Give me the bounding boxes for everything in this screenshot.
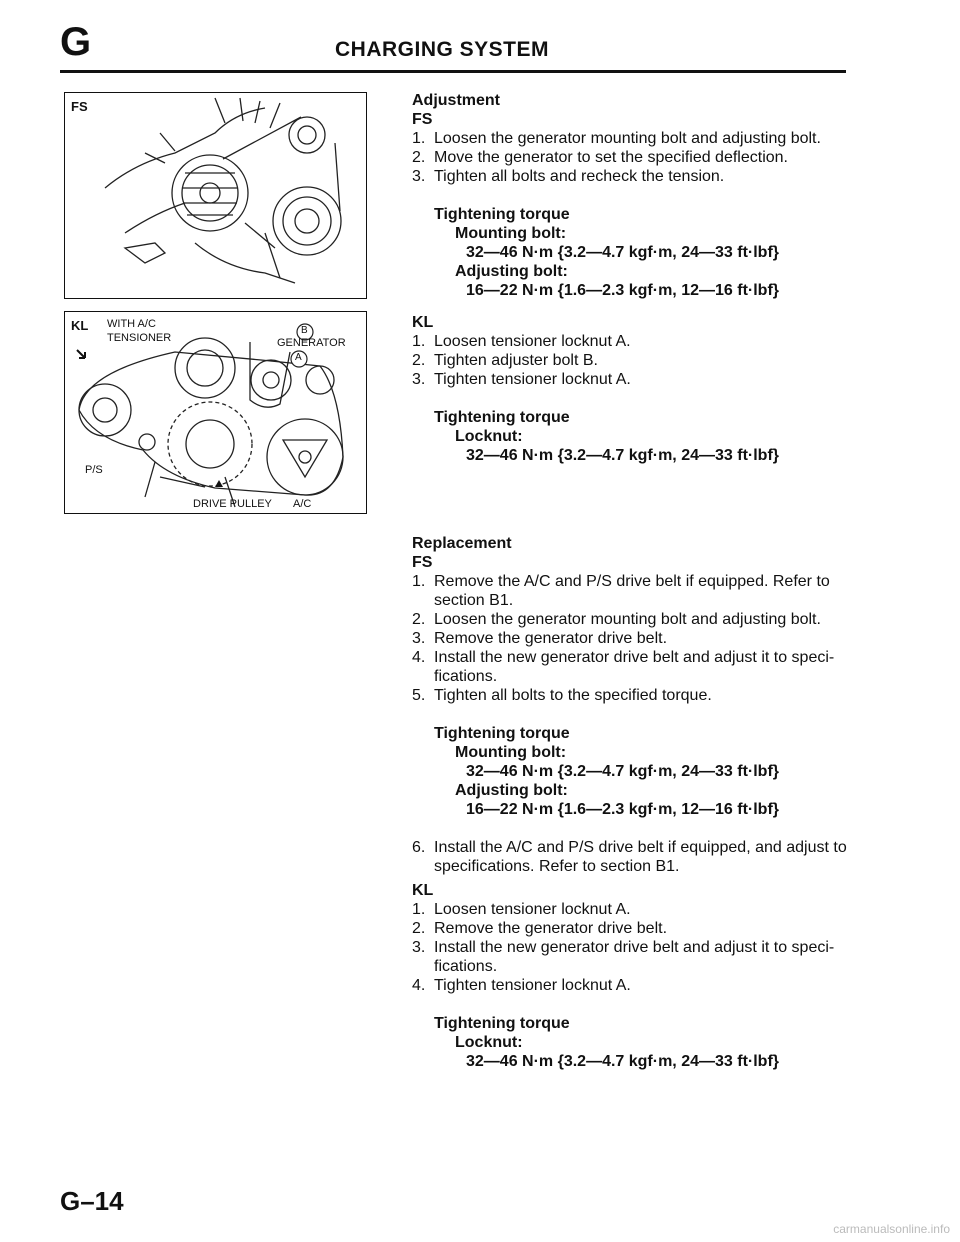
- list-item: 5. Tighten all bolts to the specified torque.: [412, 687, 712, 704]
- watermark: carmanualsonline.info: [833, 1222, 950, 1236]
- replacement-heading: Replacement: [412, 535, 512, 552]
- replacement-kl-section: [412, 881, 852, 1071]
- list-item: 3. Install the new generator drive belt and adjust it to speci- fications.: [412, 939, 835, 975]
- label-ac: A/C: [293, 498, 312, 510]
- figure-fs-engine: [64, 92, 367, 299]
- list-item: 2. Tighten adjuster bolt B.: [412, 352, 598, 369]
- engine-illustration: [65, 93, 366, 298]
- list-item: 3. Tighten all bolts and recheck the tension.: [412, 168, 725, 185]
- replacement-kl-torque: [434, 1014, 852, 1071]
- torque-label: Locknut:: [455, 1034, 523, 1051]
- replacement-section: [412, 534, 852, 876]
- replacement-kl-label: KL: [412, 882, 434, 899]
- list-item: 4. Tighten tensioner locknut A.: [412, 977, 631, 994]
- adjustment-section: [412, 91, 852, 300]
- torque-title: Tightening torque: [434, 206, 570, 223]
- replacement-fs-label: FS: [412, 554, 433, 571]
- replacement-kl-steps: [412, 900, 852, 995]
- torque-label: Adjusting bolt:: [455, 263, 568, 280]
- figure-kl-tag: KL: [71, 318, 89, 333]
- torque-value: 32—46 N·m {3.2—4.7 kgf·m, 24—33 ft·lbf}: [466, 244, 779, 261]
- header-rule: [60, 70, 846, 73]
- torque-value: 32—46 N·m {3.2—4.7 kgf·m, 24—33 ft·lbf}: [466, 1053, 779, 1070]
- list-item: 4. Install the new generator drive belt and adjust it to speci- fications.: [412, 649, 835, 685]
- torque-title: Tightening torque: [434, 1015, 570, 1032]
- replacement-fs-torque: [434, 724, 852, 819]
- adjustment-fs-steps: [412, 129, 852, 186]
- list-item: 1. Loosen tensioner locknut A.: [412, 333, 631, 350]
- torque-label: Locknut:: [455, 428, 523, 445]
- page-title: CHARGING SYSTEM: [335, 38, 550, 61]
- label-ps: P/S: [85, 464, 103, 476]
- list-item: 2. Loosen the generator mounting bolt and adjusting bolt.: [412, 611, 821, 628]
- list-item: 6. Install the A/C and P/S drive belt if equipped, and adjust to specifications. Refer to section B1.: [412, 839, 847, 875]
- label-with-ac: WITH A/C: [107, 318, 156, 330]
- figure-fs-tag: FS: [71, 99, 88, 114]
- torque-title: Tightening torque: [434, 409, 570, 426]
- torque-label: Mounting bolt:: [455, 225, 567, 242]
- torque-label: Adjusting bolt:: [455, 782, 568, 799]
- adjustment-kl-label: KL: [412, 314, 434, 331]
- adjustment-fs-torque: [434, 205, 852, 300]
- list-item: 1. Remove the A/C and P/S drive belt if equipped. Refer to section B1.: [412, 573, 830, 609]
- torque-value: 32—46 N·m {3.2—4.7 kgf·m, 24—33 ft·lbf}: [466, 447, 779, 464]
- label-tensioner: TENSIONER: [107, 332, 172, 344]
- list-item: 3. Remove the generator drive belt.: [412, 630, 668, 647]
- list-item: 1. Loosen tensioner locknut A.: [412, 901, 631, 918]
- page-number: G–14: [60, 1186, 124, 1216]
- list-item: 3. Tighten tensioner locknut A.: [412, 371, 631, 388]
- callout-a: A: [295, 352, 302, 363]
- label-drive-pulley: DRIVE PULLEY: [193, 498, 272, 510]
- adjustment-fs-label: FS: [412, 111, 433, 128]
- adjustment-heading: Adjustment: [412, 92, 500, 109]
- adjustment-kl-steps: [412, 332, 852, 389]
- section-letter: G: [60, 20, 92, 64]
- list-item: 2. Remove the generator drive belt.: [412, 920, 668, 937]
- callout-b: B: [301, 325, 308, 336]
- torque-value: 32—46 N·m {3.2—4.7 kgf·m, 24—33 ft·lbf}: [466, 763, 779, 780]
- adjustment-kl-section: [412, 313, 852, 465]
- torque-title: Tightening torque: [434, 725, 570, 742]
- torque-label: Mounting bolt:: [455, 744, 567, 761]
- torque-value: 16—22 N·m {1.6—2.3 kgf·m, 12—16 ft·lbf}: [466, 801, 779, 818]
- torque-value: 16—22 N·m {1.6—2.3 kgf·m, 12—16 ft·lbf}: [466, 282, 779, 299]
- label-generator: GENERATOR: [277, 337, 346, 349]
- figure-kl-belt-layout: [64, 311, 367, 514]
- list-item: 1. Loosen the generator mounting bolt and adjusting bolt.: [412, 130, 821, 147]
- replacement-fs-step6: [412, 838, 852, 876]
- adjustment-kl-torque: [434, 408, 852, 465]
- replacement-fs-steps: [412, 572, 852, 705]
- list-item: 2. Move the generator to set the specified deflection.: [412, 149, 788, 166]
